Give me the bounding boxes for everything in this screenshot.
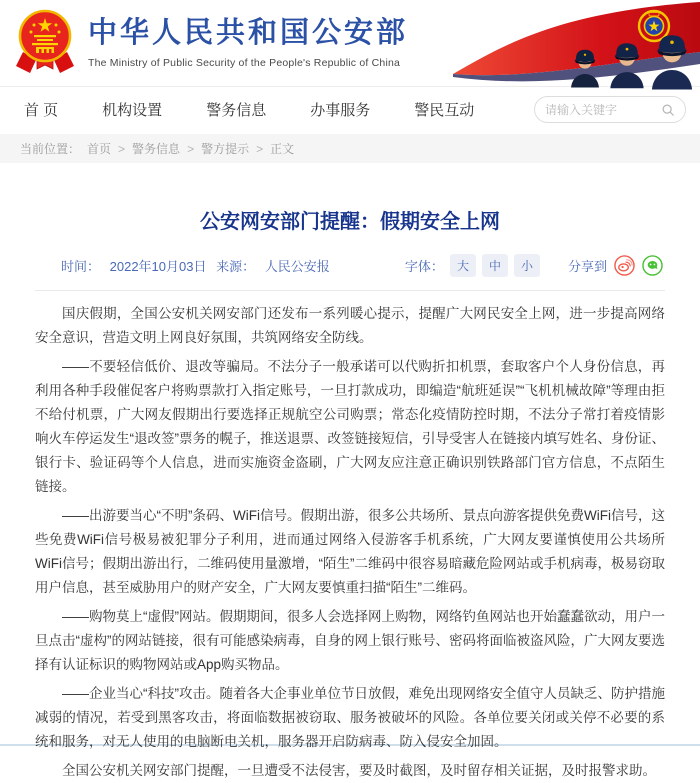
font-size-small-button[interactable]: 小: [514, 254, 540, 277]
nav-item-police-info[interactable]: 警务信息: [206, 102, 267, 119]
site-subtitle: The Ministry of Public Security of the People's Republic of China: [88, 56, 401, 69]
nav-item-organization[interactable]: 机构设置: [102, 102, 163, 119]
site-title: 中华人民共和国公安部: [88, 17, 409, 50]
article-meta: [35, 254, 665, 277]
search-input[interactable]: [545, 103, 661, 117]
paragraph-6: 全国公安机关网安部门提醒，一旦遭受不法侵害，要及时截图，及时留存相关证据，及时报警求助。: [62, 763, 656, 778]
source-label: 来源：: [216, 259, 256, 274]
time-label: 时间：: [61, 259, 101, 274]
site-header: [0, 0, 700, 87]
wechat-share-icon[interactable]: [642, 255, 663, 276]
breadcrumb-item-current: 正文: [270, 142, 295, 156]
breadcrumb-separator: >: [118, 141, 126, 156]
search-icon[interactable]: [661, 103, 675, 117]
source-value: 人民公安报: [264, 259, 330, 274]
article-meta-left: [61, 256, 336, 275]
weibo-share-icon[interactable]: [614, 255, 635, 276]
nav-item-services[interactable]: 办事服务: [310, 102, 371, 119]
nav-item-interaction[interactable]: 警民互动: [414, 102, 475, 119]
nav-list: [24, 99, 474, 120]
article-meta-right: [405, 254, 663, 277]
font-size-medium-button[interactable]: 中: [482, 254, 508, 277]
paragraph-2: ——不要轻信低价、退改等骗局。不法分子一般承诺可以代购折扣机票，套取客户个人身份信息，再利用各种手段催促客户将购票款打入指定账号，一旦打款成功，即编造“航班延误”“飞机机械故障”等理由拒不给付机票，广大网友假期出行要选择正规航空公司购票；常态化疫情防控时期，不法分子常打着疫情影响火车停运发生“退改签”票务的幌子，推送退票、改签链接短信，引导受害人在链接内填写姓名、身份证、银行卡、验证码等个人信息，进而实施资金盗刷，广大网友应注意正确识别铁路部门官方信息，不点陌生链接。: [35, 359, 665, 494]
site-logo[interactable]: [14, 8, 408, 78]
search-box: [534, 96, 686, 123]
nav-item-home[interactable]: 首 页: [24, 102, 59, 119]
breadcrumb-item-police-tips[interactable]: 警方提示: [201, 142, 250, 156]
breadcrumb-separator: >: [187, 141, 195, 156]
paragraph-1: 国庆假期，全国公安机关网安部门还发布一系列暖心提示，提醒广大网民安全上网，进一步提高网络安全意识，营造文明上网良好氛围，共筑网络安全防线。: [35, 306, 665, 345]
article-title: 公安网安部门提醒：假期安全上网: [200, 211, 500, 233]
font-size-large-button[interactable]: 大: [450, 254, 476, 277]
article-body: [35, 302, 665, 783]
breadcrumb-label: 当前位置：: [20, 142, 81, 156]
article: [0, 205, 700, 783]
font-size-label: 字体：: [404, 259, 444, 274]
paragraph-5: ——企业当心“科技”攻击。随着各大企事业单位节日放假，难免出现网络安全值守人员缺乏、防护措施减弱的情况，若受到黑客攻击，将面临数据被窃取、服务被破坏的风险。各单位要关闭或关停不必要的系统和服务，对无人使用的电脑断电关机，服务器开启防病毒、防入侵安全加固。: [35, 686, 665, 749]
site-title-block: [88, 17, 408, 68]
breadcrumb-item-home[interactable]: 首页: [87, 142, 112, 156]
time-value: 2022年10月03日: [109, 259, 207, 274]
breadcrumb-item-police-info[interactable]: 警务信息: [132, 142, 181, 156]
breadcrumb-separator: >: [256, 141, 264, 156]
meta-divider: [35, 290, 665, 291]
breadcrumb: [0, 134, 700, 163]
paragraph-3: ——出游要当心“不明”条码、WiFi信号。假期出游，很多公共场所、景点向游客提供免费WiFi信号，这些免费WiFi信号极易被犯罪分子利用，进而通过网络入侵游客手机系统，广大网友要谨慎使用公共场所WiFi信号；假期出游出行，二维码使用量激增，“陌生”二维码中很容易暗藏危险网站或手机病毒，极易窃取用户信息，甚至威胁用户的财产安全，广大网友要慎重扫描“陌生”二维码。: [35, 508, 665, 595]
share-label: 分享到: [567, 259, 607, 274]
paragraph-4: ——购物莫上“虚假”网站。假期期间，很多人会选择网上购物，网络钓鱼网站也开始蠢蠢欲动，用户一旦点击“虚构”的网站链接，很有可能感染病毒，自身的网上银行账号、密码将面临被盗风险，广大网友要选择有认证标识的购物网站或App购买物品。: [35, 609, 665, 672]
main-nav: [0, 87, 700, 132]
national-emblem-icon: [14, 8, 76, 78]
police-banner-image: [435, 0, 700, 87]
